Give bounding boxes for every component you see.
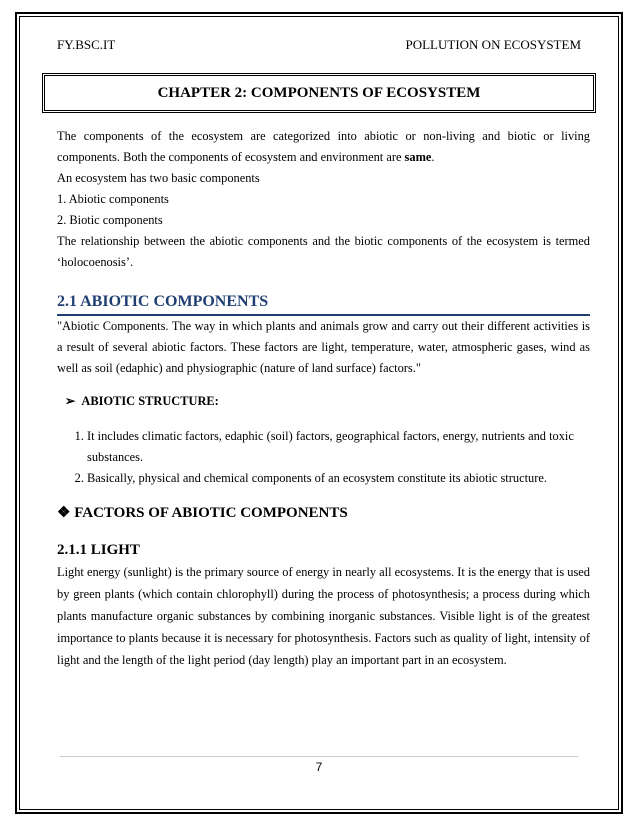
intro-line-components: An ecosystem has two basic components [57, 171, 260, 185]
diamond-bullet-icon: ❖ [57, 505, 71, 521]
arrow-bullet-icon: ➢ [65, 394, 76, 408]
abiotic-structure-bullet [65, 391, 590, 412]
chapter-title: CHAPTER 2: COMPONENTS OF ECOSYSTEM [157, 84, 481, 101]
subsection-heading-light: 2.1.1 LIGHT [57, 542, 140, 558]
abiotic-structure-heading: ABIOTIC STRUCTURE: [81, 394, 219, 408]
footer-divider [60, 756, 578, 757]
intro-text: The components of the ecosystem are categorized into abiotic or non-living and biotic or living components. Both the components of ecosystem and environment are [57, 129, 590, 164]
list-item: 1. It includes climatic factors, edaphic (soil) factors, geographical factors, energy, nutrients and toxic substances. [87, 426, 590, 468]
page-content [57, 126, 590, 671]
header-topic: POLLUTION ON ECOSYSTEM [405, 37, 581, 52]
intro-line-biotic: 2. Biotic components [57, 213, 163, 227]
factors-heading: FACTORS OF ABIOTIC COMPONENTS [74, 505, 348, 521]
list-item: 2. Basically, physical and chemical components of an ecosystem constitute its abiotic structure. [87, 468, 590, 489]
intro-paragraph [57, 126, 590, 168]
intro-bold-word: same [404, 150, 432, 164]
intro-period: . [431, 150, 435, 164]
header-course: FY.BSC.IT [57, 37, 116, 52]
page-number: 7 [315, 760, 323, 774]
intro-line-abiotic: 1. Abiotic components [57, 192, 169, 206]
chapter-title-box [42, 73, 596, 113]
intro-holocoenosis: The relationship between the abiotic components and the biotic components of the ecosystem is termed ‘holocoenosis’. [57, 234, 590, 269]
factors-heading-row [57, 503, 590, 524]
abiotic-quote: "Abiotic Components. The way in which plants and animals grow and carry out their different activities is a result of several abiotic factors. These factors are light, temperature, water, atmospheric gases, wind as well as soil (edaphic) and physiographic (nature of land surface) factors." [57, 319, 590, 375]
section-heading-abiotic: 2.1 ABIOTIC COMPONENTS [57, 291, 590, 316]
light-paragraph: Light energy (sunlight) is the primary source of energy in nearly all ecosystems. It is the energy that is used by green plants (which contain chlorophyll) during the process of photosynthesis; a process during which plants manufacture organic substances by combining inorganic substances. Visible light is of the greatest importance to plants because it is necessary for photosynthesis. Factors such as quality of light, intensity of light and the length of the light period (day length) play an important part in an ecosystem. [57, 565, 590, 667]
abiotic-structure-list [57, 426, 590, 489]
